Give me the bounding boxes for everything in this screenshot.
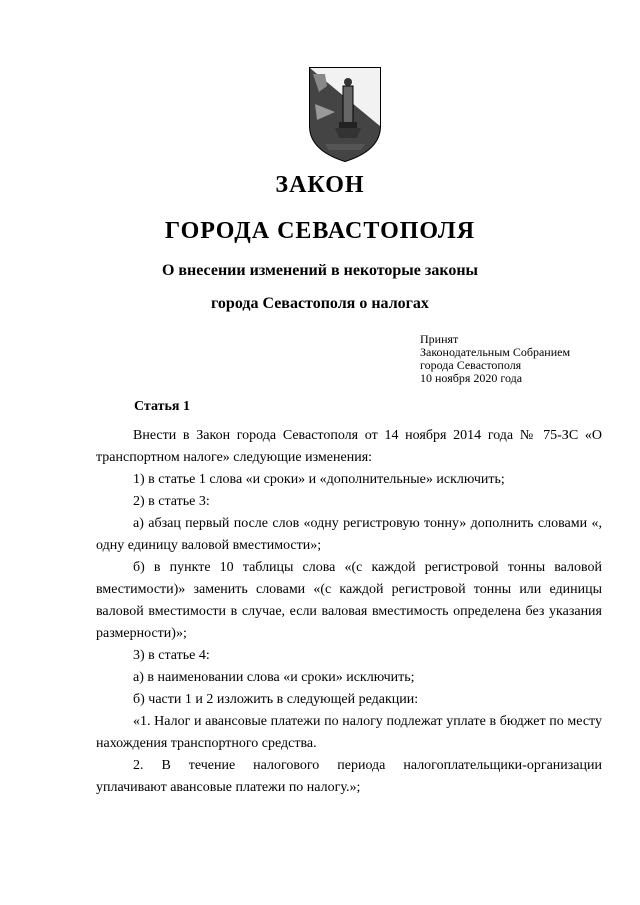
sevastopol-coat-of-arms-icon [305,64,385,164]
adoption-line: Законодательным Собранием [420,345,571,359]
adoption-note [420,333,570,385]
document-subtitle-line1: О внесении изменений в некоторые законы [161,262,479,279]
paragraph: 1) в статье 1 слова «и сроки» и «дополнительные» исключить; [133,472,505,487]
paragraph: а) абзац первый после слов «одну регистровую тонну» дополнить словами «, одну единицу валовой вместимости»; [96,516,602,553]
document-subtitle-line2: города Севастополя о налогах [211,295,429,312]
paragraph: б) части 1 и 2 изложить в следующей редакции: [133,692,419,707]
paragraph: 2. В течение налогового периода налогоплательщики-организации уплачивают авансовые платежи по налогу.»; [96,758,602,795]
paragraph: б) в пункте 10 таблицы слова «(с каждой регистровой тонны валовой вместимости)» заменить словами «(с каждой регистровой тонны или единицы валовой вместимости в случае, если валовая вместимость определена без указания размерности)»; [96,560,602,641]
adoption-date: 10 ноября 2020 года [420,371,523,385]
adoption-line: города Севастополя [420,358,522,372]
article-body [96,425,602,799]
adoption-line: Принят [420,332,459,346]
paragraph: «1. Налог и авансовые платежи по налогу подлежат уплате в бюджет по месту нахождения транспортного средства. [96,714,602,751]
paragraph: а) в наименовании слова «и сроки» исключить; [133,670,415,685]
article-heading: Статья 1 [134,399,190,414]
document-title: ЗАКОН [275,172,365,198]
paragraph: Внести в Закон города Севастополя от 14 ноября 2014 года № 75-ЗС «О транспортном налоге» следующие изменения: [96,428,602,465]
paragraph: 3) в статье 4: [133,648,210,663]
paragraph: 2) в статье 3: [133,494,210,509]
document-title-city: ГОРОДА СЕВАСТОПОЛЯ [164,218,476,244]
